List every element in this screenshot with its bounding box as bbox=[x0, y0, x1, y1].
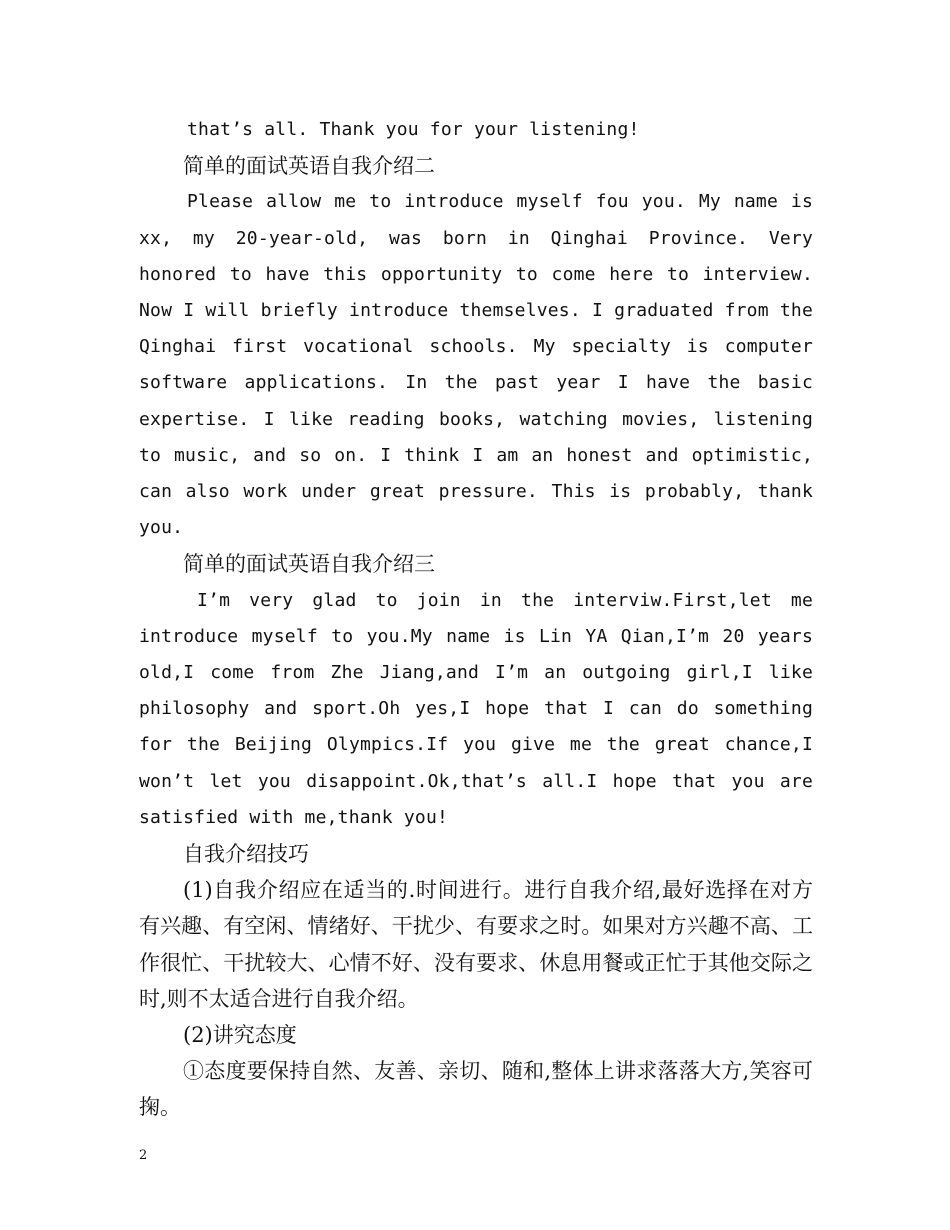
section3-body: I’m very glad to join in the interviw.First,let me introduce myself to you.My name is Lin YA Qian,I’m 20 years old,I come from Zhe Jiang,and I’m an outgoing girl,I like philosophy and sport.Oh yes,I hope that I can do something for the Beijing Olympics.If you give me the great chance,I won’t let you disappoint.Ok,that’s all.I hope that you are satisfied with me,thank you! bbox=[139, 589, 813, 828]
tips-heading: 自我介绍技巧 bbox=[183, 842, 309, 867]
document-body bbox=[139, 112, 813, 1126]
tips-point-1: (1)自我介绍应在适当的.时间进行。进行自我介绍,最好选择在对方有兴趣、有空闲、情绪好、干扰少、有要求之时。如果对方兴趣不高、工作很忙、干扰较大、心情不好、没有要求、休息用餐或正忙于其他交际之时,则不太适合进行自我介绍。 bbox=[139, 878, 813, 1011]
page-number: 2 bbox=[139, 1148, 148, 1163]
closing-line: that’s all. Thank you for your listening! bbox=[187, 119, 640, 140]
section3-heading: 简单的面试英语自我介绍三 bbox=[183, 552, 435, 577]
tips-point-2a: ①态度要保持自然、友善、亲切、随和,整体上讲求落落大方,笑容可掬。 bbox=[139, 1059, 813, 1120]
section2-heading: 简单的面试英语自我介绍二 bbox=[183, 154, 435, 179]
tips-point-2: (2)讲究态度 bbox=[183, 1023, 297, 1048]
section2-body: Please allow me to introduce myself fou you. My name is xx, my 20-year-old, was born in Qinghai Province. Very honored to have this opportunity to come here to interview. Now I will briefly introduce themselves. I graduated from the Qinghai first vocational schools. My specialty is computer software applications. In the past year I have the basic expertise. I like reading books, watching movies, listening to music, and so on. I think I am an honest and optimistic, can also work under great pressure. This is probably, thank you. bbox=[139, 191, 813, 539]
